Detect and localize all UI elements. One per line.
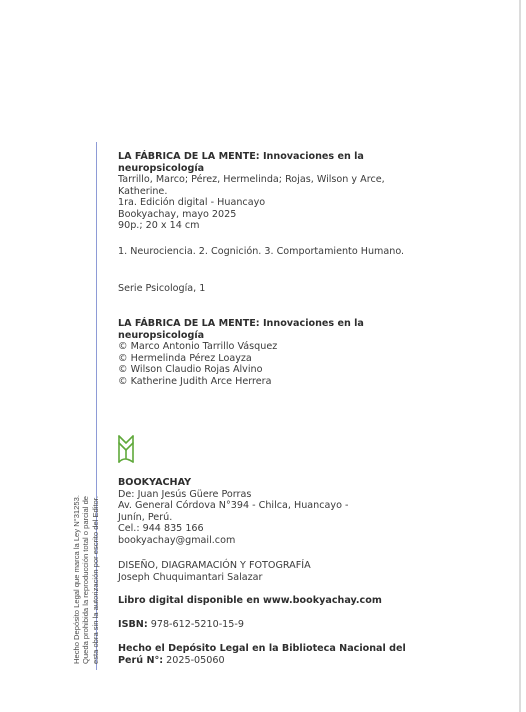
book-pages-size: 90p.; 20 x 14 cm bbox=[118, 220, 200, 231]
publisher-address-cont: Junín, Perú. bbox=[118, 511, 173, 523]
copyright-holder: © Hermelinda Pérez Loayza bbox=[118, 352, 252, 364]
copyright-holder: © Marco Antonio Tarrillo Vásquez bbox=[118, 341, 278, 352]
publisher-email: bookyachay@gmail.com bbox=[118, 534, 236, 546]
legal-note-line: esta obra sin la autorización por escrito del Editor. bbox=[90, 496, 100, 664]
book-title-cont: neuropsicología bbox=[118, 162, 205, 174]
book-publisher-date: Bookyachay, mayo 2025 bbox=[118, 208, 237, 220]
legal-note-line: Queda prohibida la reproducción total o parcial de bbox=[81, 495, 91, 664]
isbn-value: 978-612-5210-15-9 bbox=[150, 619, 244, 630]
legal-deposit-number: 2025-05060 bbox=[166, 654, 225, 666]
publisher-director: De: Juan Jesús Güere Porras bbox=[118, 488, 252, 500]
copyright-holder: © Katherine Judith Arce Herrera bbox=[118, 375, 272, 387]
book-authors: Tarrillo, Marco; Pérez, Hermelinda; Rojas, Wilson y Arce, bbox=[118, 174, 385, 185]
availability-note bbox=[118, 595, 448, 607]
copyright-holder: © Wilson Claudio Rojas Alvino bbox=[118, 364, 263, 375]
publisher-block bbox=[118, 477, 448, 546]
design-name: Joseph Chuquimantari Salazar bbox=[118, 571, 263, 583]
publisher-phone: Cel.: 944 835 166 bbox=[118, 523, 204, 534]
bookyachay-logo-icon bbox=[117, 434, 135, 464]
publisher-address: Av. General Córdova N°394 - Chilca, Huancayo - bbox=[118, 500, 349, 511]
legal-deposit-label: Perú N°: bbox=[118, 654, 164, 666]
bibliographic-record bbox=[118, 151, 448, 232]
isbn-label: ISBN: bbox=[118, 619, 148, 630]
book-subjects bbox=[118, 246, 448, 258]
copyright-title-cont: neuropsicología bbox=[118, 329, 205, 341]
legal-note-line: Hecho Depósito Legal que marca la Ley N°31253. bbox=[72, 495, 81, 664]
legal-deposit-text: Hecho el Depósito Legal en la Biblioteca Nacional del bbox=[118, 643, 406, 654]
page-edge bbox=[519, 0, 521, 712]
isbn-block bbox=[118, 619, 448, 631]
series-text: Serie Psicología, 1 bbox=[118, 283, 206, 294]
subjects-text: 1. Neurociencia. 2. Cognición. 3. Comportamiento Humano. bbox=[118, 246, 405, 257]
availability-text: Libro digital disponible en www.bookyachay.com bbox=[118, 595, 382, 606]
publisher-name: BOOKYACHAY bbox=[118, 477, 192, 488]
legal-deposit-block bbox=[118, 643, 448, 666]
copyright-title: LA FÁBRICA DE LA MENTE: Innovaciones en la bbox=[118, 318, 364, 329]
design-credits bbox=[118, 560, 448, 583]
copyright-block bbox=[118, 318, 448, 387]
legal-vertical-note bbox=[72, 454, 100, 664]
book-edition: 1ra. Edición digital - Huancayo bbox=[118, 197, 266, 208]
book-series bbox=[118, 283, 448, 295]
design-label: DISEÑO, DIAGRAMACIÓN Y FOTOGRAFÍA bbox=[118, 560, 311, 571]
book-authors-cont: Katherine. bbox=[118, 185, 168, 197]
book-title: LA FÁBRICA DE LA MENTE: Innovaciones en la bbox=[118, 151, 364, 162]
